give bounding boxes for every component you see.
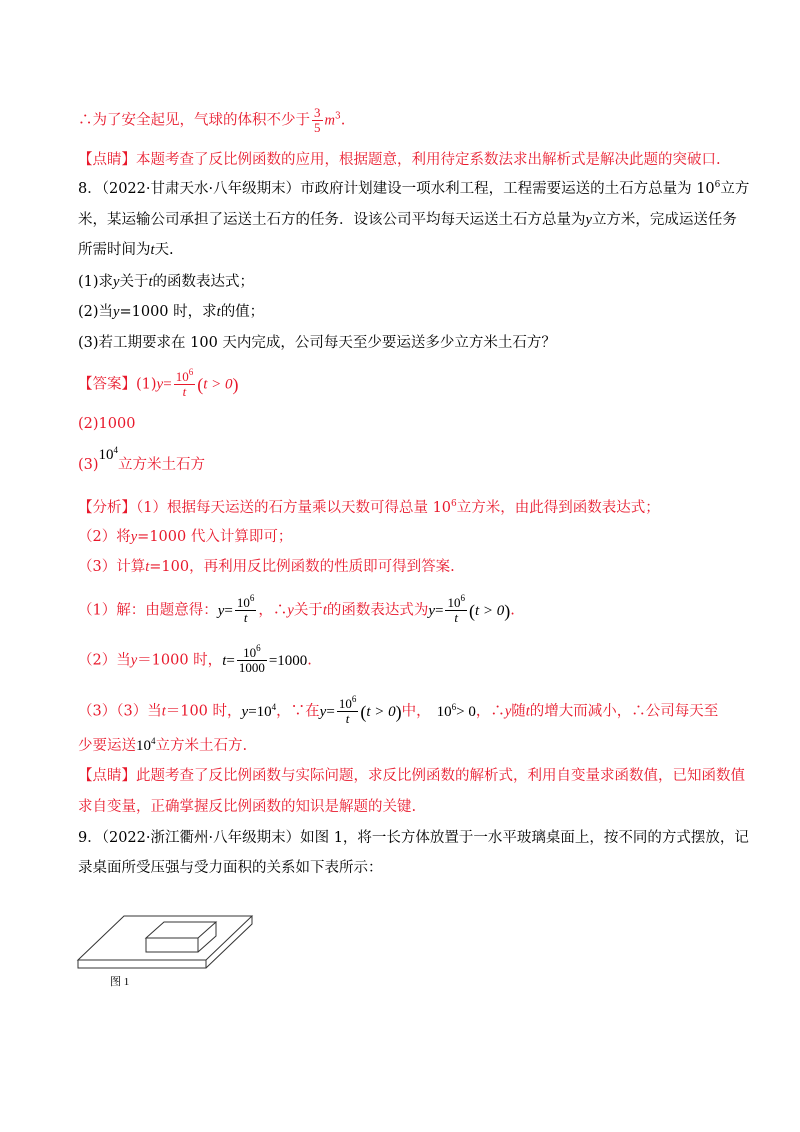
var-y: y <box>113 304 120 320</box>
period: . <box>510 602 515 619</box>
numerator-exp: 6 <box>256 643 261 653</box>
solution-3 <box>78 694 719 726</box>
denominator: 1000 <box>238 660 265 675</box>
fraction-3-5 <box>312 106 323 135</box>
q8-text-2: 米，某运输公司承担了运送土石方的任务．设该公司平均每天运送土石方总量为 <box>78 212 586 228</box>
sub-text: (2)当 <box>78 304 114 320</box>
analysis-text: （2）将 <box>78 529 131 545</box>
var-t: t <box>148 274 153 290</box>
inequality-rhs: > 0 <box>456 703 476 720</box>
note-1 <box>78 150 721 170</box>
inequality <box>436 701 476 720</box>
analysis-line-3 <box>78 557 455 577</box>
var-t: t <box>216 304 221 320</box>
equals: = <box>326 703 335 720</box>
solution-text: 关于 <box>293 602 323 619</box>
equals: = <box>226 652 235 669</box>
condition: t > 0 <box>203 376 233 393</box>
q8-text-1: 8．（2022·甘肃天水·八年级期末）市政府计划建设一项水利工程，工程需要运送的土石方总量为 10 <box>78 181 715 197</box>
period: . <box>340 112 346 129</box>
answer-2 <box>78 414 135 434</box>
analysis-text: （1）根据每天运送的石方量乘以天数可得总量 10 <box>136 500 452 516</box>
power-base: 10 <box>98 447 114 463</box>
var-t: t <box>222 652 227 669</box>
var-y: y <box>130 529 138 545</box>
power-exp: 4 <box>271 701 277 712</box>
denominator: t <box>182 384 187 399</box>
period: . <box>307 652 312 669</box>
solution-text: 少要运送 <box>78 738 136 754</box>
power-exp: 6 <box>451 701 457 712</box>
result: =1000 <box>268 652 308 669</box>
solution-text: ，∵在 <box>276 703 320 720</box>
var-y: y <box>504 703 512 720</box>
equals: = <box>224 602 233 619</box>
formula-inline: y= $\frac{10^6}{t}$ (t > 0) <box>319 694 402 726</box>
note-2-line-1 <box>78 766 745 786</box>
fraction-10e6-t <box>174 367 196 399</box>
fraction-numerator: 3 <box>314 105 321 120</box>
power-exp: 4 <box>151 736 156 746</box>
unit-exponent: 3 <box>334 111 341 122</box>
note-2-line-2 <box>78 797 416 817</box>
power-base: 10 <box>256 703 272 720</box>
solution-text: 随 <box>511 703 526 720</box>
var-y: y <box>217 602 225 619</box>
fraction-denominator: 5 <box>314 120 321 135</box>
sub-text: (3)若工期要求在 100 天内完成，公司每天至少要运送多少立方米土石方？ <box>78 335 556 351</box>
formula-y-10e4 <box>241 701 277 720</box>
equals: = <box>248 703 257 720</box>
sub-text: =1000 时，求 <box>119 304 217 320</box>
q8-text-2b: 立方米，完成运送任务 <box>591 212 737 228</box>
answer-prefix: (3) <box>78 457 99 473</box>
figure-1-box-on-table <box>74 908 254 990</box>
q8-text-3: 所需时间为 <box>78 242 151 258</box>
formula-y-eq-10e6-over-t <box>217 593 259 625</box>
numerator-exp: 6 <box>351 694 357 704</box>
analysis-line-2 <box>78 527 292 547</box>
note-text: 求自变量，正确掌握反比例函数的知识是解题的关键. <box>78 799 417 815</box>
answer-2-text: (2)1000 <box>78 416 136 432</box>
sub-text: 的函数表达式； <box>152 274 255 290</box>
paren-open: ( <box>197 374 204 395</box>
analysis-text: =1000 代入计算即可； <box>137 529 293 545</box>
var-t: t <box>322 602 327 619</box>
solution-text: （3）（3）当 <box>78 703 162 720</box>
note-tag: 【点睛】 <box>78 152 136 168</box>
formula-t-value <box>222 643 308 675</box>
solution-text: ，∴ <box>258 602 288 619</box>
power-exp: 4 <box>113 445 119 455</box>
q8-text-1b: 立方 <box>720 181 750 197</box>
solution-text: ＝1000 时， <box>137 652 223 669</box>
analysis-line-1 <box>78 498 660 518</box>
note-text: 本题考查了反比例函数的应用，根据题意，利用待定系数法求出解析式是解决此题的突破口. <box>136 152 721 168</box>
q8-sub-1 <box>78 272 254 292</box>
var-y: y <box>113 274 120 290</box>
note-tag: 【点睛】 <box>78 768 136 784</box>
q8-sub-3 <box>78 333 556 353</box>
var-y: y <box>287 602 294 619</box>
analysis-tag: 【分析】 <box>78 500 136 516</box>
q9-text: 录桌面所受压强与受力面积的关系如下表所示： <box>78 860 383 876</box>
var-t: t <box>145 559 150 575</box>
power-base: 10 <box>136 738 151 754</box>
equals: = <box>163 376 172 393</box>
var-y: y <box>319 703 327 720</box>
var-t: t <box>525 703 530 720</box>
solution-text: 的增大而减小，∴公司每天至 <box>529 703 719 720</box>
answer-tag: 【答案】 <box>78 376 136 393</box>
numerator-exp: 6 <box>460 593 465 603</box>
solution-2 <box>78 643 312 675</box>
sub-text: 的值； <box>220 304 265 320</box>
solution-1 <box>78 593 515 625</box>
solution-text: ＝100 时， <box>165 703 242 720</box>
analysis-text: 立方米，由此得到函数表达式； <box>456 500 660 516</box>
var-t: t <box>150 242 155 258</box>
var-y: y <box>156 376 164 393</box>
q9-line-2 <box>78 858 383 878</box>
solution-text: （2）当 <box>78 652 131 669</box>
solution-text: 立方米土石方. <box>155 738 248 754</box>
exponent: 6 <box>451 499 457 509</box>
paren-close: ) <box>232 374 239 395</box>
var-y: y <box>130 652 138 669</box>
conclusion-line <box>78 106 345 135</box>
numerator-exp: 6 <box>188 367 194 377</box>
conclusion-text: ∴为了安全起见，气球的体积不少于 <box>78 112 310 129</box>
q8-sub-2 <box>78 302 264 322</box>
equals: = <box>435 602 444 619</box>
numerator-base: 10 <box>175 369 189 384</box>
q8-line-1 <box>78 179 749 199</box>
note-text: 此题考查了反比例函数与实际问题，求反比例函数的解析式，利用自变量求函数值，已知函数值 <box>136 768 745 784</box>
solution-text: 的函数表达式为 <box>326 602 429 619</box>
numerator-base: 10 <box>447 595 461 610</box>
answer-3-text: 立方米土石方 <box>118 457 206 473</box>
var-y: y <box>428 602 436 619</box>
q9-line-1 <box>78 828 749 848</box>
numerator-base: 10 <box>243 645 257 660</box>
denominator: t <box>243 610 248 625</box>
sub-text: 关于 <box>119 274 149 290</box>
numerator-base: 10 <box>236 595 250 610</box>
answer-prefix: (1) <box>136 376 157 393</box>
analysis-text: （3）计算 <box>78 559 146 575</box>
condition: t > 0 <box>474 602 505 619</box>
solution-3-cont <box>78 736 247 756</box>
denominator: t <box>454 610 459 625</box>
solution-text: 中， <box>401 703 431 720</box>
power-10-4 <box>136 738 156 754</box>
solution-text: （1）解：由题意得： <box>78 602 218 619</box>
q8-line-3 <box>78 240 174 260</box>
answer-3 <box>78 445 206 475</box>
formula-with-condition: y= $\frac{10^6}{t}$ (t > 0) <box>428 593 511 625</box>
power-10-4 <box>99 447 119 463</box>
var-y: y <box>585 212 592 228</box>
answer-1 <box>78 367 239 399</box>
figure-label: 图 1 <box>110 976 130 988</box>
condition: t > 0 <box>366 703 396 720</box>
q8-line-2 <box>78 210 737 230</box>
power-base: 10 <box>436 703 452 720</box>
analysis-text: =100，再利用反比例函数的性质即可得到答案. <box>149 559 455 575</box>
sub-text: (1)求 <box>78 274 114 290</box>
unit: m <box>324 112 335 129</box>
q8-text-3b: 天. <box>154 242 174 258</box>
numerator-exp: 6 <box>249 593 255 603</box>
q8-exponent: 6 <box>714 180 721 190</box>
denominator: t <box>345 711 350 726</box>
q9-text: 9．（2022·浙江衢州·八年级期末）如图 1，将一长方体放置于一水平玻璃桌面上，按不同的方式摆放，记 <box>78 830 749 846</box>
numerator-base: 10 <box>338 696 352 711</box>
var-y: y <box>241 703 249 720</box>
var-t: t <box>161 703 166 720</box>
solution-text: ，∴ <box>475 703 505 720</box>
